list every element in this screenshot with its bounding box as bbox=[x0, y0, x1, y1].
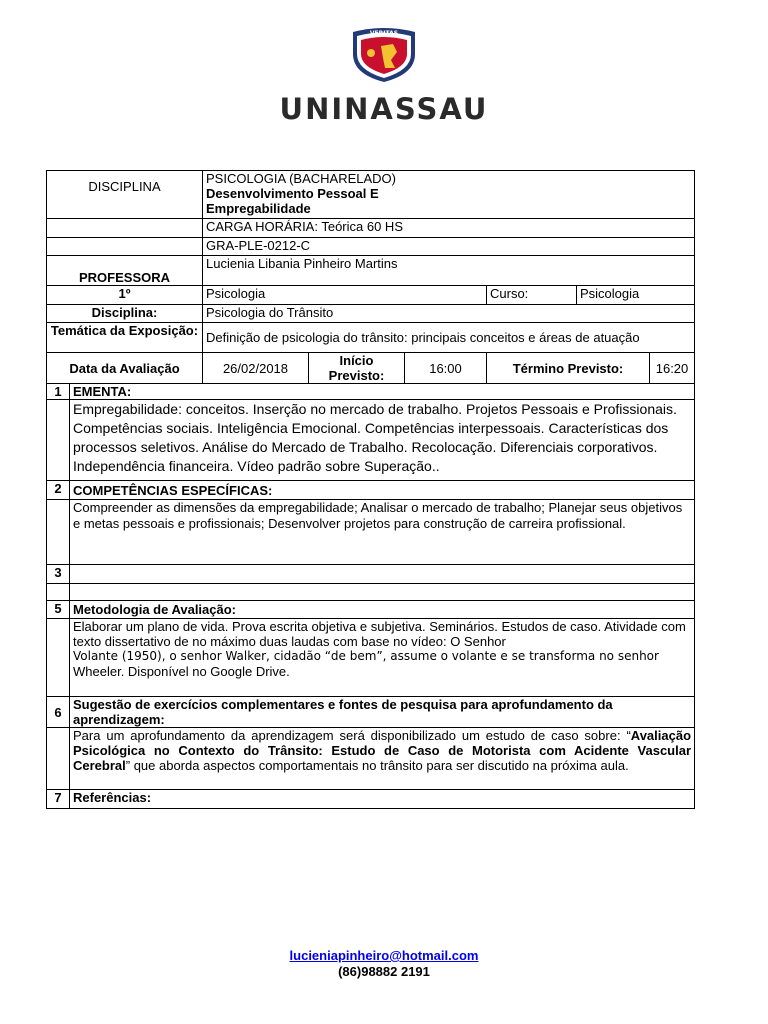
termino-value: 16:20 bbox=[650, 353, 695, 384]
metodologia-line: Wheeler. Disponível no Google Drive. bbox=[73, 664, 290, 679]
termino-label: Término Previsto: bbox=[487, 353, 650, 384]
section-title-metodologia: Metodologia de Avaliação: bbox=[70, 601, 695, 619]
brand-name: UNINASSAU bbox=[279, 92, 489, 126]
inicio-value: 16:00 bbox=[405, 353, 487, 384]
course-plan-table bbox=[46, 170, 695, 809]
section-title-competencias: COMPETÊNCIAS ESPECÍFICAS: bbox=[70, 481, 695, 500]
section-number: 2 bbox=[47, 481, 70, 500]
carga-horaria: CARGA HORÁRIA: Teórica 60 HS bbox=[203, 219, 695, 238]
section-number: 5 bbox=[47, 601, 70, 619]
section-number: 3 bbox=[47, 565, 70, 584]
professora-name: Lucienia Libania Pinheiro Martins bbox=[203, 256, 695, 286]
blank-cell bbox=[70, 565, 695, 584]
disciplina2-label: Disciplina: bbox=[47, 305, 203, 323]
course-title: Desenvolvimento Pessoal E Empregabilidade bbox=[206, 186, 379, 216]
metodologia-line: Elaborar um plano de vida. Prova escrita objetiva e subjetiva. Seminários. Estudos de caso. Atividade com texto dissertativo de no máximo duas laudas com base no vídeo: O Senhor bbox=[73, 619, 686, 649]
sugestao-outro: ” que aborda aspectos comportamentais no trânsito para ser discutido na próxima aula. bbox=[125, 758, 629, 773]
veritas-shield-icon bbox=[347, 24, 421, 84]
competencias-text: Compreender as dimensões da empregabilidade; Analisar o mercado de trabalho; Planejar seus objetivos e metas pessoais e profissionais; Desenvolver projetos para construção de carreira profissional. bbox=[70, 500, 695, 565]
section-title-sugestao: Sugestão de exercícios complementares e fontes de pesquisa para aprofundamento da aprendizagem: bbox=[70, 697, 695, 728]
blank-cell bbox=[47, 584, 70, 601]
inicio-label: Início Previsto: bbox=[309, 353, 405, 384]
blank-cell bbox=[47, 238, 203, 256]
disciplina2-value: Psicologia do Trânsito bbox=[203, 305, 695, 323]
tematica-label: Temática da Exposição: bbox=[47, 323, 203, 353]
email-link[interactable]: lucieniapinheiro@hotmail.com bbox=[289, 948, 479, 963]
blank-cell bbox=[47, 619, 70, 697]
blank-cell bbox=[70, 584, 695, 601]
sugestao-intro: Para um aprofundamento da aprendizagem será disponibilizado um estudo de caso sobre: “ bbox=[73, 728, 631, 743]
blank-cell bbox=[47, 728, 70, 790]
blank-cell bbox=[47, 500, 70, 565]
course-code: GRA-PLE-0212-C bbox=[203, 238, 695, 256]
section-number: 1 bbox=[47, 384, 70, 400]
footer-email-line bbox=[0, 948, 768, 963]
data-label: Data da Avaliação bbox=[47, 353, 203, 384]
curso-value: Psicologia bbox=[577, 286, 695, 305]
metodologia-line: Volante (1950), o senhor Walker, cidadão “de bem”, assume o volante e se transforma no senhor bbox=[73, 649, 659, 663]
course-program: PSICOLOGIA (BACHARELADO) bbox=[206, 171, 396, 186]
tematica-value: Definição de psicologia do trânsito: principais conceitos e áreas de atuação bbox=[203, 323, 695, 353]
data-value: 26/02/2018 bbox=[203, 353, 309, 384]
sugestao-text bbox=[70, 728, 695, 790]
disciplina-value bbox=[203, 171, 695, 219]
blank-cell bbox=[47, 400, 70, 481]
periodo: 1º bbox=[47, 286, 203, 305]
curso-label: Curso: bbox=[487, 286, 577, 305]
section-title-referencias: Referências: bbox=[70, 790, 695, 809]
section-number: 6 bbox=[47, 697, 70, 728]
disciplina-label: DISCIPLINA bbox=[47, 171, 203, 219]
blank-cell bbox=[47, 219, 203, 238]
professora-label: PROFESSORA bbox=[47, 256, 203, 286]
case-study-title: Avaliação Psicológica no Contexto do Trânsito: Estudo de Caso de Motorista com Acidente Vascular Cerebral bbox=[73, 728, 692, 773]
footer-phone: (86)98882 2191 bbox=[338, 964, 430, 979]
ementa-text: Empregabilidade: conceitos. Inserção no mercado de trabalho. Projetos Pessoais e Profissionais. Competências sociais. Inteligência Emocional. Competências interpessoais. Características dos processos seletivos. Análise do Mercado de Trabalho. Recolocação. Diferenciais corporativos. Independência financeira. Vídeo padrão sobre Superação.. bbox=[70, 400, 695, 481]
metodologia-text bbox=[70, 619, 695, 697]
section-title-ementa: EMENTA: bbox=[70, 384, 695, 400]
uninassau-logo bbox=[0, 18, 768, 126]
area: Psicologia bbox=[203, 286, 487, 305]
svg-text:VERITAS: VERITAS bbox=[369, 30, 399, 37]
section-number: 7 bbox=[47, 790, 70, 809]
